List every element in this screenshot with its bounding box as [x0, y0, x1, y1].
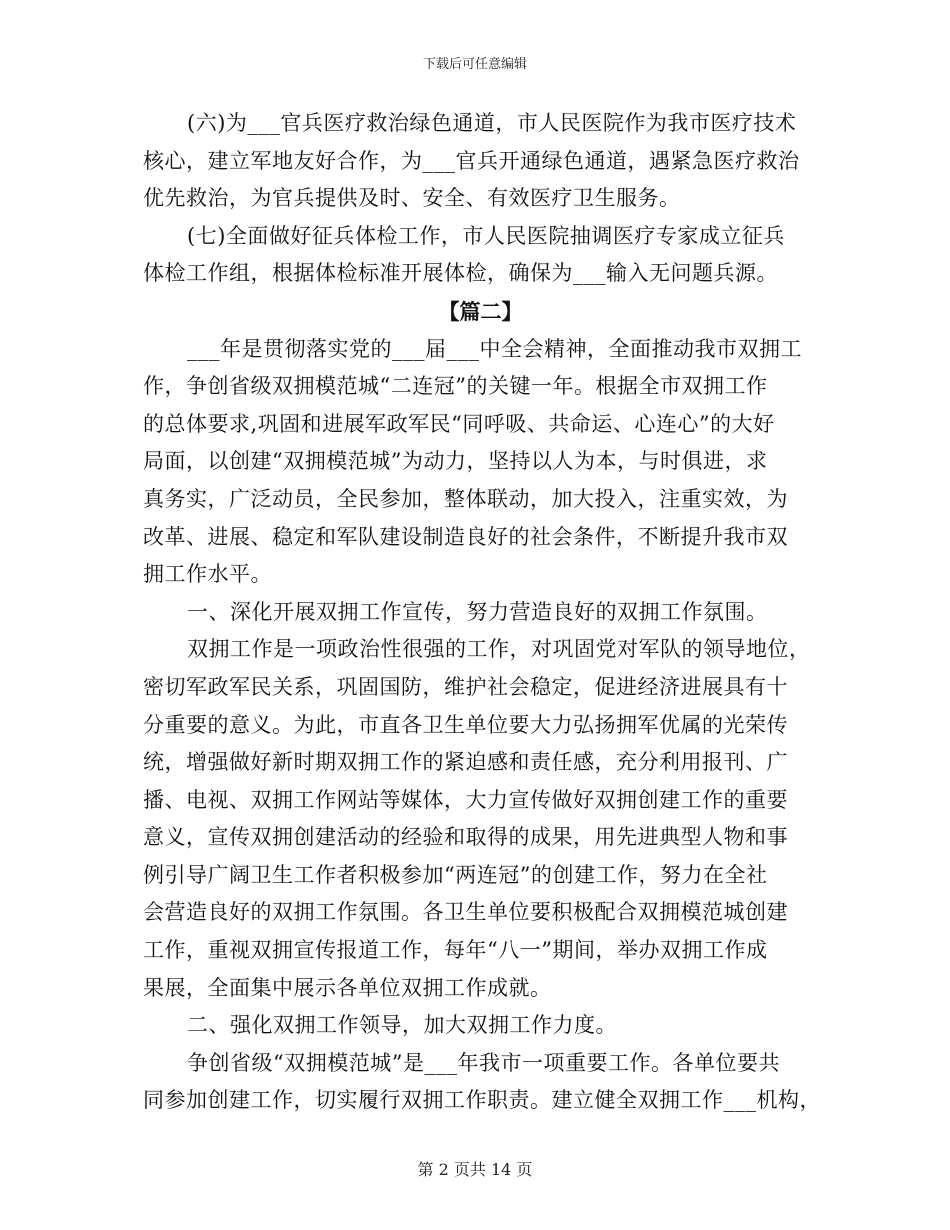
paragraph-line: 播、电视、双拥工作网站等媒体，大力宣传做好双拥创建工作的重要 [143, 787, 788, 812]
paragraph-line: 体检工作组，根据体检标准开展体检，确保为___输入无问题兵源。 [143, 261, 778, 286]
paragraph-line: 真务实，广泛动员，全民参加，整体联动，加大投入，注重实效，为 [143, 486, 788, 511]
document-body [143, 105, 821, 1120]
paragraph-line: 同参加创建工作，切实履行双拥工作职责。建立健全双拥工作___机构， [143, 1088, 821, 1113]
paragraph-line: 分重要的意义。为此，市直各卫生单位要大力弘扬拥军优属的光荣传 [143, 712, 788, 737]
page-footer: 第 2 页共 14 页 [417, 1160, 533, 1179]
paragraph-line: ___年是贯彻落实党的___届___中全会精神，全面推动我市双拥工 [187, 336, 802, 361]
paragraph-line: 统，增强做好新时期双拥工作的紧迫感和责任感，充分利用报刊、广 [143, 750, 788, 775]
paragraph-line: 作，争创省级双拥模范城“二连冠”的关键一年。根据全市双拥工作 [143, 374, 768, 399]
paragraph-line: 果展，全面集中展示各单位双拥工作成就。 [143, 975, 552, 1000]
section-heading: 【篇二】 [438, 298, 523, 324]
paragraph-line: (六)为___官兵医疗救治绿色通道，市人民医院作为我市医疗技术 [187, 111, 797, 135]
paragraph-line: 例引导广阔卫生工作者积极参加“两连冠”的创建工作，努力在全社 [143, 862, 768, 887]
paragraph-line: 二、强化双拥工作领导，加大双拥工作力度。 [187, 1013, 617, 1038]
page-header: 下载后可任意编辑 [422, 57, 527, 72]
paragraph-line: 工作，重视双拥宣传报道工作，每年“八一”期间，举办双拥工作成 [143, 938, 768, 963]
paragraph-line: 争创省级“双拥模范城”是___年我市一项重要工作。各单位要共 [187, 1050, 780, 1075]
paragraph-line: 优先救治，为官兵提供及时、安全、有效医疗卫生服务。 [143, 186, 681, 211]
paragraph-line: 意义，宣传双拥创建活动的经验和取得的成果，用先进典型人物和事 [143, 825, 788, 850]
paragraph-line: 核心，建立军地友好合作，为___官兵开通绿色通道，遇紧急医疗救治 [143, 148, 800, 173]
paragraph-line: 的总体要求,巩固和进展军政军民“同呼吸、共命运、心连心”的大好 [143, 411, 775, 436]
paragraph-line: 拥工作水平。 [143, 562, 272, 587]
paragraph-line: (七)全面做好征兵体检工作，市人民医院抽调医疗专家成立征兵 [187, 223, 785, 248]
paragraph-line: 一、深化开展双拥工作宣传，努力营造良好的双拥工作氛围。 [187, 599, 768, 624]
paragraph-line: 双拥工作是一项政治性很强的工作，对巩固党对军队的领导地位， [187, 637, 811, 662]
paragraph-line: 局面，以创建“双拥模范城”为动力，坚持以人为本，与时俱进，求 [143, 449, 768, 474]
paragraph-line: 会营造良好的双拥工作氛围。各卫生单位要积极配合双拥模范城创建 [143, 900, 788, 925]
paragraph-line: 密切军政军民关系，巩固国防，维护社会稳定，促进经济进展具有十 [143, 674, 788, 699]
paragraph-line: 改革、进展、稳定和军队建设制造良好的社会条件，不断提升我市双 [143, 524, 788, 549]
